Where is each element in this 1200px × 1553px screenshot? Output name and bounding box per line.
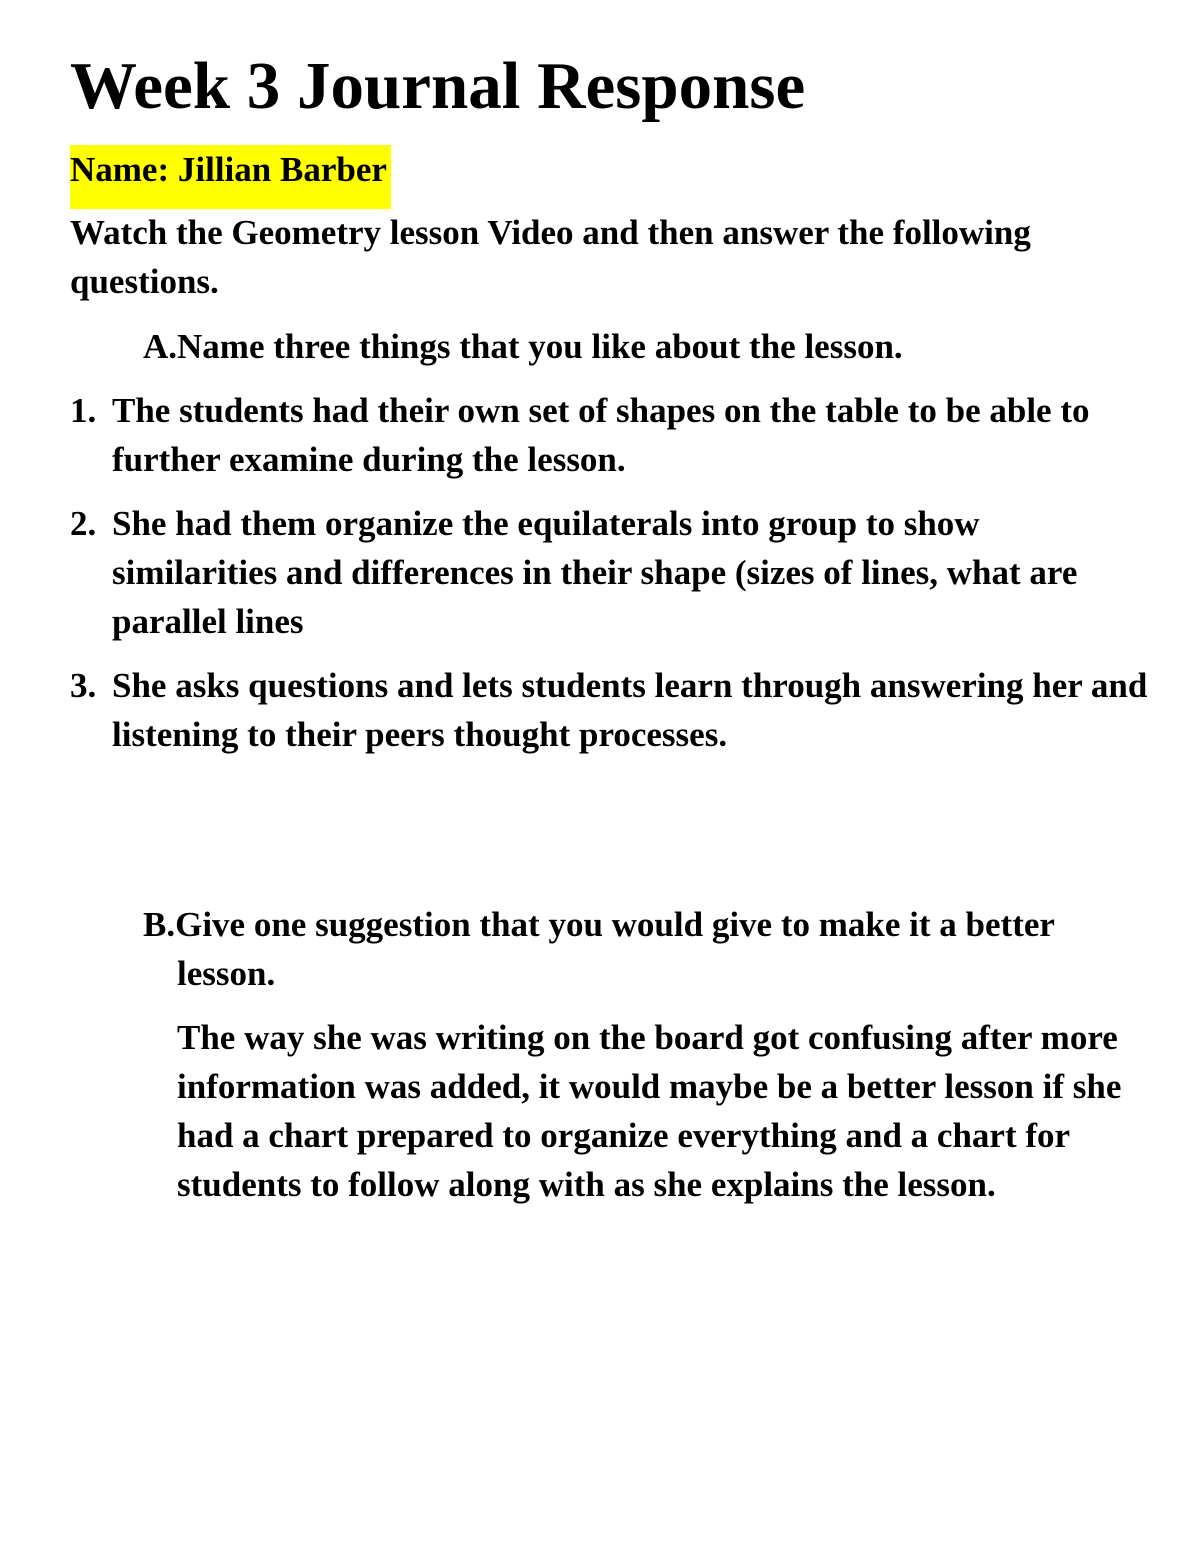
student-name-highlight: Name: Jillian Barber [70,145,391,209]
page-title: Week 3 Journal Response [70,49,806,123]
list-item-text: The students had their own set of shapes on the table to be able to further examine during the lesson. [112,391,1090,479]
list-item-text: She asks questions and lets students learn through answering her and listening to their peers thought processes. [112,666,1148,754]
list-item [70,661,1150,759]
list-item [70,386,1150,484]
answers-list-a [70,386,1150,774]
list-item [70,499,1150,646]
list-item-number: 2. [70,504,97,543]
instructions-text: Watch the Geometry lesson Video and then answer the following questions. [70,213,1031,301]
list-item-number: 1. [70,391,97,430]
question-b: B.Give one suggestion that you would give to make it a better lesson. [143,905,1055,993]
list-item-number: 3. [70,666,97,705]
name-line [70,145,395,209]
answer-b-paragraph: The way she was writing on the board got confusing after more information was added, it would maybe be a better lesson if she had a chart prepared to organize everything and a chart for students to follow along with as she explains the lesson. [177,1018,1122,1204]
list-item-text: She had them organize the equilaterals into group to show similarities and differences in their shape (sizes of lines, what are parallel lines [112,504,1078,641]
question-a: A.Name three things that you like about the lesson. [143,327,903,366]
